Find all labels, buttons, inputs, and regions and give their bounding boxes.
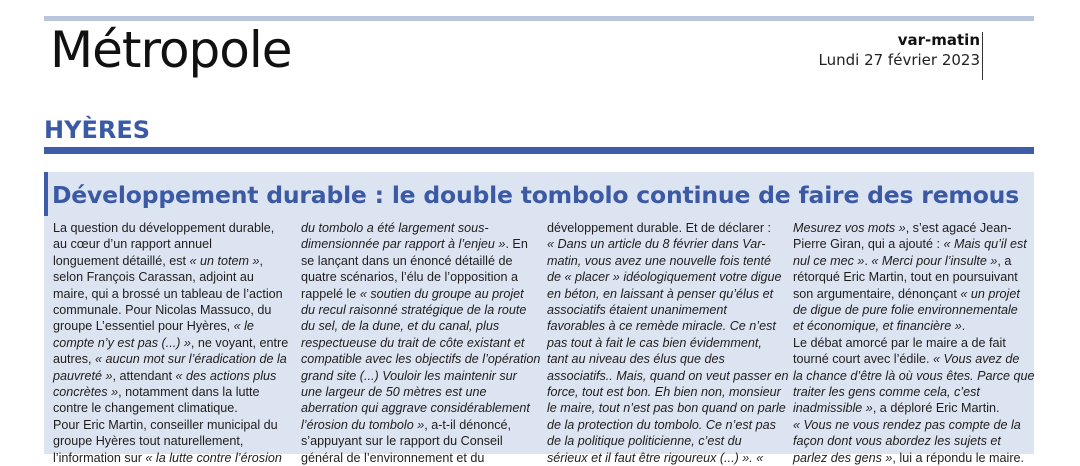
article-line [301,269,535,285]
text-run: de la politique politicienne, c’est du [547,434,742,449]
text-run: « Vous avez de [933,352,1020,367]
text-run: , a [997,253,1012,268]
text-run: associatifs.. Mais, quand on veut passer en [547,368,789,383]
text-run: inadmissible » [793,401,873,416]
article-line [301,220,535,236]
newspaper-name: var-matin [897,31,980,49]
section-rule [44,147,1034,154]
text-run: . [864,253,872,268]
article-line [793,236,1027,252]
text-run: grand site (...) Vouloir les maintenir sur [301,368,517,383]
article-line [53,351,287,367]
text-run: nul ce mec » [793,253,865,268]
article-line [793,400,1027,416]
header-divider [982,32,983,80]
article-line [793,433,1027,449]
text-run: « aucun mot sur l’éradication de la [95,352,287,367]
text-run: de la protection du tombolo. Ce n’est pas [547,417,776,432]
text-run: le maire, tout n’est pas bon quand on parle [547,401,786,416]
article-line [53,302,287,318]
text-run: de « placer » idéologiquement votre digue [547,270,782,285]
text-run: « des actions plus [175,368,277,383]
article-line [547,368,789,384]
article-line [793,450,1027,466]
article-line [547,433,781,449]
section-title: HYÈRES [44,116,151,144]
text-run: . [961,319,966,334]
article-line [53,450,287,466]
text-run: « le [233,319,254,334]
article-line [793,286,1027,302]
article-line [301,236,535,252]
text-run: la chance d’être là où vous êtes. Parce que [793,368,1035,383]
article-line [301,433,535,449]
text-run: , notamment dans la lutte [118,385,260,400]
text-run: rappelé le [301,286,360,301]
text-run: façon dont vous abordez les sujets et [793,434,1001,449]
text-run: , a déploré Eric Martin. [872,401,1000,416]
article-line [301,318,535,334]
text-run: du sel, de la dune, et du canal, plus [301,319,500,334]
text-run: Le débat amorcé par le maire a de fait [793,335,1006,350]
article-line [793,220,1027,236]
text-run: dimensionnée par rapport à l’enjeu » [301,237,506,252]
text-run: , [259,253,264,268]
article-line [547,269,781,285]
article-line [547,220,781,236]
article-line [301,335,535,351]
text-run: son argumentaire, dénonçant [793,286,961,301]
article-line [793,302,1027,318]
text-run: développement durable. Et de déclarer : [547,221,772,235]
article-line [547,253,781,269]
text-run: , s’est agacé Jean- [905,221,1012,235]
article-line [793,253,1027,269]
text-run: favorables à ce remède miracle. Ce n’est [547,319,776,334]
text-run: au cœur d’un rapport annuel [53,237,212,252]
article-line [547,335,781,351]
article-line [53,236,287,252]
text-run: s’appuyant sur le rapport du Conseil [301,434,503,449]
text-run: « Dans un article du 8 février dans Var- [547,237,766,252]
text-run: respectueuse du trait de côte existant et [301,335,525,350]
text-run: du recul raisonné stratégique de la route [301,303,527,318]
article-line [547,302,781,318]
article-line [53,269,287,285]
article-line [547,236,781,252]
text-run: groupe Hyères tout naturellement, [53,434,244,449]
text-run: associatifs étaient unanimement [547,303,727,318]
text-run: La question du développement durable, [53,221,275,235]
publication-date: Lundi 27 février 2023 [818,51,980,69]
article-line [793,368,1035,384]
article-column-1 [53,220,287,466]
text-run: quatre scénarios, l’élu de l’opposition a [301,270,519,285]
article-line [547,417,781,433]
text-run: groupe L’essentiel pour Hyères, [53,319,234,334]
text-run: l’érosion du tombolo » [301,417,425,432]
article-column-3 [547,220,789,466]
article-line [793,351,1027,367]
article-column-4 [793,220,1035,466]
article-line [793,335,1027,351]
text-run: en béton, en laissant à penser qu’élus et [547,286,774,301]
text-run: maire, qui a brossé un tableau de l’action [53,286,283,301]
article-line [793,384,1027,400]
text-run: Mesurez vos mots » [793,221,906,235]
article-line [301,253,535,269]
text-run: selon François Carassan, adjoint au [53,270,254,285]
text-run: , attendant [112,368,176,383]
text-run: force, tout est bon. Eh bien non, monsieur [547,385,781,400]
article-line [53,384,287,400]
text-run: communale. Pour Nicolas Massuco, du [53,303,272,318]
article-line [53,220,287,236]
text-run: « Vous ne vous rendez pas compte de la [793,417,1021,432]
text-run: Pour Eric Martin, conseiller municipal du [53,417,278,432]
article-line [547,400,786,416]
text-run: se lançant dans un énoncé détaillé de [301,253,513,268]
text-run: pas tout à fait le cas bien évidemment, [547,335,762,350]
text-run: compte n’y est pas (...) » [53,335,191,350]
article-line [53,400,287,416]
article-line [53,368,287,384]
article-headline: Développement durable : le double tombolo continue de faire des remous [52,181,1019,209]
text-run: parlez des gens » [793,450,893,465]
text-run: contre le changement climatique. [53,401,238,416]
article-line [547,450,781,466]
article [44,172,1035,465]
article-line [301,400,535,416]
article-line [53,433,287,449]
article-line [547,318,781,334]
text-run: compatible avec les objectifs de l’opération [301,352,541,367]
text-run: concrètes » [53,385,119,400]
article-line [301,368,535,384]
text-run: « un totem » [189,253,260,268]
text-run: , a-t-il dénoncé, [424,417,512,432]
text-run: , lui a répondu le maire. [892,450,1025,465]
text-run: du tombolo a été largement sous- [301,221,489,235]
text-run: une largeur de 50 mètres est une [301,385,487,400]
article-line [301,302,535,318]
article-column-2 [301,220,541,466]
text-run: aberration qui aggrave considérablement [301,401,530,416]
text-run: traiter les gens comme cela, c’est [793,385,980,400]
article-line [793,269,1027,285]
text-run: général de l’environnement et du [301,450,485,465]
text-run: Pierre Giran, qui a ajouté : [793,237,944,252]
article-line [53,318,287,334]
text-run: « un projet [960,286,1020,301]
text-run: « Mais qu’il est [943,237,1027,252]
text-run: matin, vous avez une nouvelle fois tenté [547,253,772,268]
text-run: pauvreté » [53,368,113,383]
article-line [301,450,535,466]
masthead-block [819,30,980,70]
article-line [547,286,781,302]
article-line [301,384,535,400]
text-run: « la lutte contre l’érosion [145,450,282,465]
text-run: longuement détaillé, est [53,253,190,268]
text-run: de digue de pure folie environnementale [793,303,1018,318]
article-line [547,351,781,367]
text-run: sérieux et il faut être rigoureux (...) ». « [547,450,764,465]
text-run: « soutien du groupe au projet [359,286,524,301]
article-line [793,318,1027,334]
page-title: Métropole [50,21,292,79]
text-run: tourné court avec l’édile. [793,352,934,367]
article-line [547,384,781,400]
text-run: autres, [53,352,95,367]
text-run: tant au niveau des élus que des [547,352,725,367]
article-line [793,417,1027,433]
article-line [53,417,287,433]
text-run: et économique, et financière » [793,319,962,334]
article-line [53,286,287,302]
text-run: . En [505,237,528,252]
text-run: , ne voyant, entre [190,335,289,350]
text-run: l’information sur [53,450,146,465]
article-line [301,351,541,367]
article-line [301,417,535,433]
article-line [53,253,287,269]
text-run: « Merci pour l’insulte » [871,253,998,268]
article-line [53,335,287,351]
text-run: rétorqué Eric Martin, tout en poursuivant [793,270,1018,285]
article-line [301,286,535,302]
